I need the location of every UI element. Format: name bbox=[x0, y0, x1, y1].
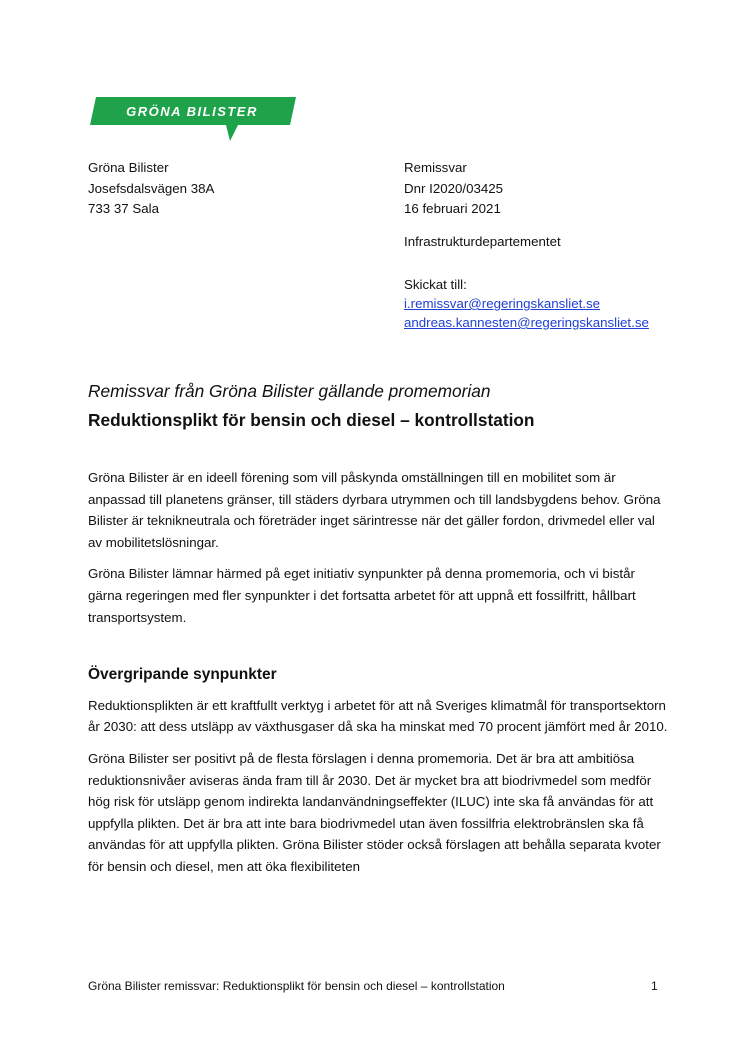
reference-block bbox=[404, 158, 503, 220]
logo-text: GRÖNA BILISTER bbox=[126, 104, 258, 119]
logo-badge-icon bbox=[88, 97, 298, 145]
sender-city: 733 37 Sala bbox=[88, 201, 159, 216]
document-body bbox=[88, 467, 668, 888]
sender-address bbox=[88, 158, 214, 220]
logo bbox=[88, 97, 298, 145]
email-link-kannesten[interactable]: andreas.kannesten@regeringskansliet.se bbox=[404, 315, 649, 330]
paragraph-about: Gröna Bilister är en ideell förening som vill påskynda omställningen till en mobilitet som är anpassad till planetens gränser, till städers dyrbara utrymmen och till landsbygdens behov. Gröna Bilister är teknikneutrala och företräder inget särintresse när det gäller fordon, drivmedel eller val av mobilitetslösningar. bbox=[88, 470, 661, 550]
document-title: Reduktionsplikt för bensin och diesel – kontrollstation bbox=[88, 410, 535, 430]
footer-text: Gröna Bilister remissvar: Reduktionsplikt för bensin och diesel – kontrollstation bbox=[88, 979, 505, 993]
page-number: 1 bbox=[651, 979, 658, 993]
recipient-department: Infrastrukturdepartementet bbox=[404, 234, 561, 249]
paragraph-initiative: Gröna Bilister lämnar härmed på eget initiativ synpunkter på denna promemoria, och vi bistår gärna regeringen med fler synpunkter i det fortsatta arbetet för att uppnå ett fossilfritt, hållbart transportsystem. bbox=[88, 566, 636, 625]
document-intro: Remissvar från Gröna Bilister gällande promemorian bbox=[88, 381, 491, 401]
reference-number: Dnr I2020/03425 bbox=[404, 180, 504, 196]
paragraph-reduction-duty: Reduktionsplikten är ett kraftfullt verktyg i arbetet för att nå Sveriges klimatmål för transportsektorn år 2030: att dess utsläpp av växthusgaser då ska ha minskat med 70 procent jämfört med år 2010. bbox=[88, 697, 668, 735]
document-type: Remissvar bbox=[404, 160, 467, 175]
sent-to-block bbox=[404, 275, 649, 332]
email-link-remissvar[interactable]: i.remissvar@regeringskansliet.se bbox=[404, 296, 601, 311]
sender-name: Gröna Bilister bbox=[88, 160, 169, 175]
sent-to-label: Skickat till: bbox=[404, 277, 467, 292]
paragraph-positive-view: Gröna Bilister ser positivt på de flesta förslagen i denna promemoria. Det är bra att ambitiösa reduktionsnivåer aviseras ända fram till år 2030. Det är mycket bra att biodrivmedel som medför hög risk för utsläpp genom indirekta landanvändningseffekter (ILUC) inte ska få användas för att uppfylla plikten. Det är bra att inte bara biodrivmedel utan även fossilfria elektrobränslen ska få användas för att uppfylla plikten. Gröna Bilister stöder också förslagen att behålla separata kvoter för bensin och diesel, men att öka flexibiliteten bbox=[88, 750, 661, 874]
sender-street: Josefsdalsvägen 38A bbox=[88, 180, 215, 196]
section-heading: Övergripande synpunkter bbox=[88, 666, 277, 684]
document-date: 16 februari 2021 bbox=[404, 201, 501, 216]
